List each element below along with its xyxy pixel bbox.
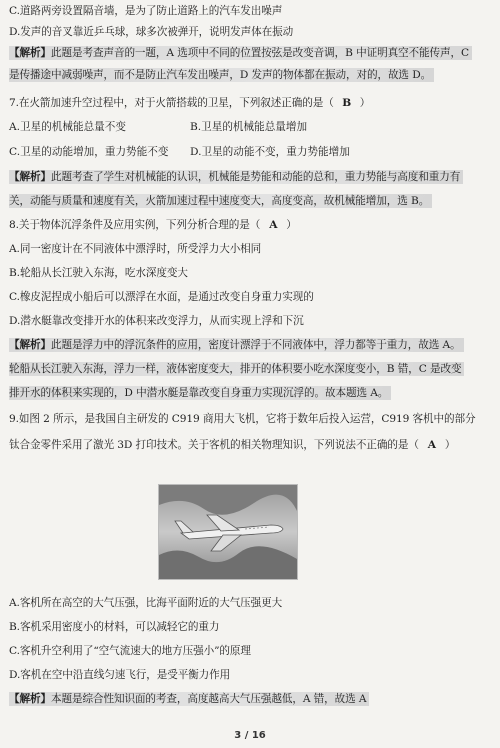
analysis-q9-line1: 【解析】本题是综合性知识面的考查，高度越高大气压强越低，A 错，故选 A	[9, 692, 492, 706]
option-b-q7: B.卫星的机械能总量增加	[190, 121, 308, 133]
question-8: 8.关于物体沉浮条件及应用实例，下列分析合理的是（ A ）	[9, 219, 297, 231]
option-c-q6: C.道路两旁设置隔音墙，是为了防止道路上的汽车发出噪声	[9, 5, 283, 17]
airplane-photo-icon	[158, 484, 298, 580]
answer-q7: B	[342, 97, 352, 109]
option-a-q9: A.客机所在高空的大气压强，比海平面附近的大气压强更大	[9, 597, 283, 609]
option-d-q7: D.卫星的动能不变，重力势能增加	[190, 146, 350, 158]
analysis-q6-line2: 是传播途中减弱噪声，而不是防止汽车发出噪声，D 发声的物体都在振动，对的，故选 D。	[9, 68, 492, 82]
option-b-q9: B.客机采用密度小的材料，可以减轻它的重力	[9, 621, 220, 633]
answer-q9: A	[427, 439, 436, 451]
option-d-q9: D.客机在空中沿直线匀速飞行，是受平衡力作用	[9, 669, 231, 681]
question-9-line1: 9.如图 2 所示，是我国自主研发的 C919 商用大飞机，它将于数年后投入运营，C919 客机中的部分	[9, 413, 476, 425]
c919-airplane-image	[159, 485, 297, 579]
answer-q8: A	[269, 219, 278, 231]
option-a-q7: A.卫星的机械能总量不变	[9, 121, 126, 133]
analysis-q7-line2: 关，动能与质量和速度有关，火箭加速过程中速度变大，高度变高，故机械能增加，选 B。	[9, 194, 492, 208]
question-7: 7.在火箭加速升空过程中，对于火箭搭载的卫星，下列叙述正确的是（ B ）	[9, 97, 371, 109]
option-c-q7: C.卫星的动能增加，重力势能不变	[9, 146, 169, 158]
analysis-q8-line1: 【解析】此题是浮力中的浮沉条件的应用，密度计漂浮于不同液体中，浮力都等于重力，故选 A。	[9, 338, 492, 352]
question-9-line2: 钛合金零件采用了激光 3D 打印技术。关于客机的相关物理知识，下列说法不正确的是（ A ）	[9, 439, 456, 451]
option-c-q9: C.客机升空利用了“空气流速大的地方压强小”的原理	[9, 645, 251, 657]
analysis-q7-line1: 【解析】此题考查了学生对机械能的认识，机械能是势能和动能的总和，重力势能与高度和重力有	[9, 170, 492, 184]
option-b-q8: B.轮船从长江驶入东海，吃水深度变大	[9, 267, 188, 279]
analysis-q8-line2: 轮船从长江驶入东海，浮力一样，液体密度变大，排开的体积要小吃水深度变小，B 错，C 是改变	[9, 362, 492, 376]
page-number: 3 / 16	[234, 730, 266, 741]
analysis-q8-line3: 排开水的体积来实现的，D 中潜水艇是靠改变自身重力实现沉浮的。故本题选 A。	[9, 386, 492, 400]
option-d-q6: D.发声的音叉靠近乒乓球，球多次被弹开，说明发声体在振动	[9, 26, 294, 38]
option-d-q8: D.潜水艇靠改变排开水的体积来改变浮力，从而实现上浮和下沉	[9, 315, 304, 327]
option-a-q8: A.同一密度计在不同液体中漂浮时，所受浮力大小相同	[9, 243, 262, 255]
analysis-q6-line1: 【解析】此题是考查声音的一题，A 选项中不同的位置按弦是改变音调，B 中证明真空不能传声，C	[9, 46, 492, 60]
option-c-q8: C.橡皮泥捏成小船后可以漂浮在水面，是通过改变自身重力实现的	[9, 291, 314, 303]
